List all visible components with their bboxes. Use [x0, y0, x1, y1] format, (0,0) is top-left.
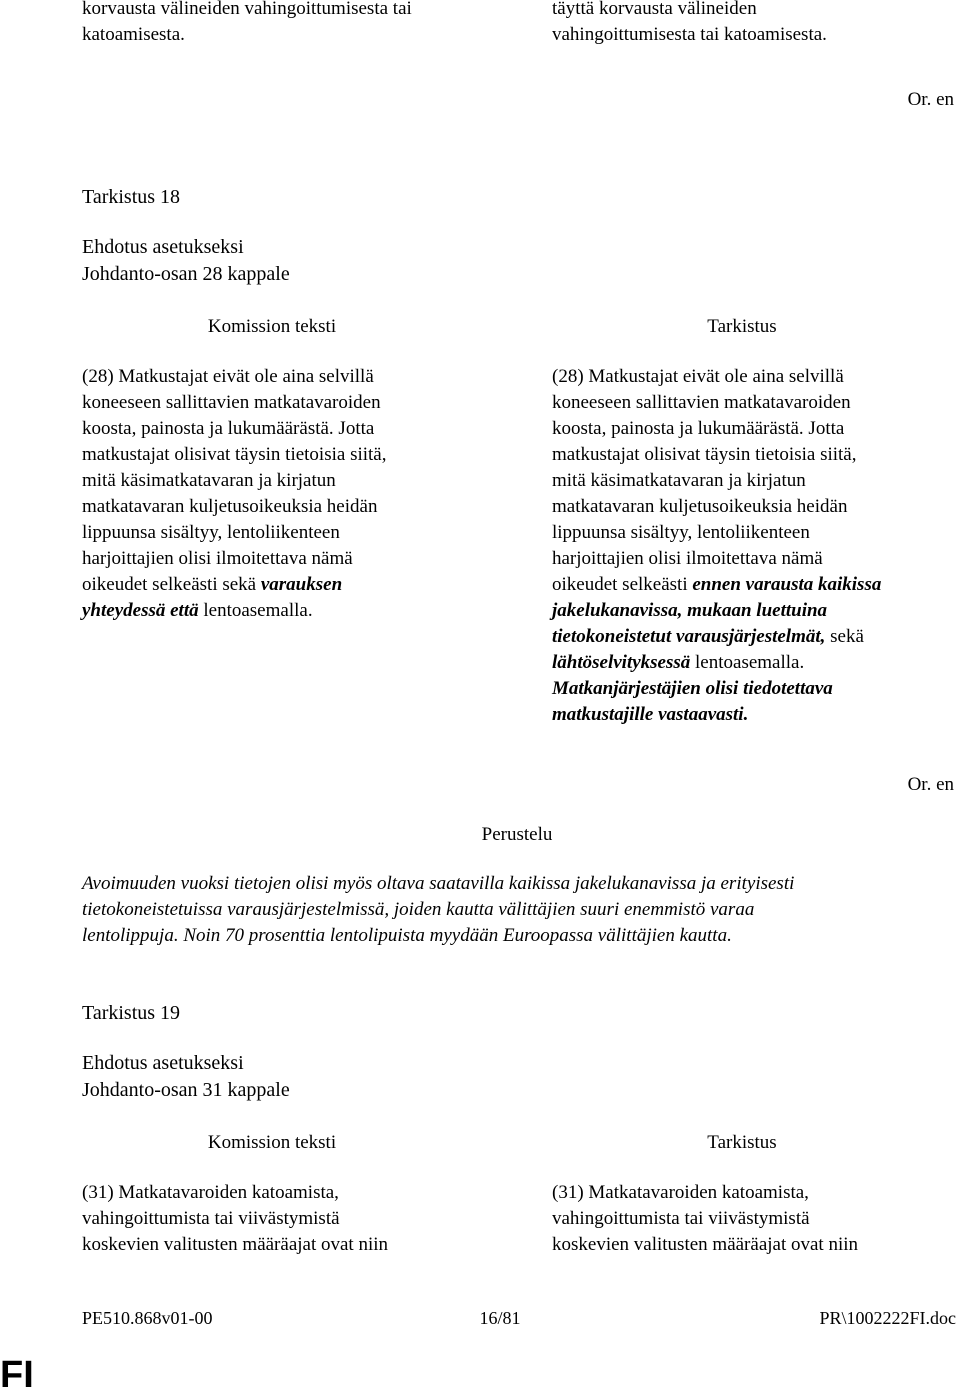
text-line: korvausta välineiden vahingoittumisesta tai	[82, 0, 412, 19]
inserted-text: matkustajille vastaavasti.	[552, 704, 749, 725]
text-line	[552, 650, 932, 676]
text-line	[82, 572, 462, 598]
recital-label: Johdanto-osan 28 kappale	[82, 263, 290, 285]
recital-label: Johdanto-osan 31 kappale	[82, 1079, 290, 1101]
language-mark: FI	[0, 1354, 34, 1396]
inserted-text: ennen varausta kaikissa	[692, 574, 882, 595]
text-line: lippuunsa sisältyy, lentoliikenteen	[552, 522, 810, 543]
text-line: matkustajat olisivat täysin tietoisia siitä,	[82, 444, 387, 465]
text-line: matkatavaran kuljetusoikeuksia heidän	[552, 496, 848, 517]
text-span: oikeudet selkeästi	[552, 574, 693, 595]
top-right-text	[552, 0, 932, 48]
text-span: lentoasemalla.	[690, 652, 805, 673]
text-line	[82, 598, 462, 624]
amendment-header: Tarkistus	[707, 316, 777, 337]
commission-text-header: Komission teksti	[207, 316, 337, 337]
text-line: (31) Matkatavaroiden katoamista,	[82, 1182, 339, 1203]
original-language-label: Or. en	[907, 774, 954, 795]
text-line: vahingoittumista tai viivästymistä	[82, 1208, 340, 1229]
text-line: (28) Matkustajat eivät ole aina selvillä	[552, 366, 844, 387]
footer-page-number: 16/81	[479, 1308, 521, 1328]
text-line: koosta, painosta ja lukumäärästä. Jotta	[82, 418, 375, 439]
text-line: harjoittajien olisi ilmoitettava nämä	[82, 548, 353, 569]
text-line: koneeseen sallittavien matkatavaroiden	[82, 392, 381, 413]
text-line: mitä käsimatkatavaran ja kirjatun	[552, 470, 806, 491]
text-span: sekä	[825, 626, 864, 647]
text-line: mitä käsimatkatavaran ja kirjatun	[82, 470, 336, 491]
text-line: koneeseen sallittavien matkatavaroiden	[552, 392, 851, 413]
text-line	[552, 624, 932, 650]
footer-file-name: PR\1002222FI.doc	[819, 1308, 956, 1328]
text-line: lippuunsa sisältyy, lentoliikenteen	[82, 522, 340, 543]
commission-text-body	[82, 1180, 462, 1258]
inserted-text: lähtöselvityksessä	[552, 652, 691, 673]
deleted-text: varauksen	[260, 574, 343, 595]
text-line: matkustajat olisivat täysin tietoisia siitä,	[552, 444, 857, 465]
text-line: matkatavaran kuljetusoikeuksia heidän	[82, 496, 378, 517]
text-line: (28) Matkustajat eivät ole aina selvillä	[82, 366, 374, 387]
commission-text-header: Komission teksti	[207, 1132, 337, 1153]
text-line: koskevien valitusten määräajat ovat niin	[82, 1234, 389, 1255]
text-line: koosta, painosta ja lukumäärästä. Jotta	[552, 418, 845, 439]
amendment-text-body	[552, 364, 932, 728]
commission-text-body	[82, 364, 462, 624]
text-line: vahingoittumista tai viivästymistä	[552, 1208, 810, 1229]
top-left-text	[82, 0, 462, 48]
inserted-text: jakelukanavissa, mukaan luettuina	[552, 600, 828, 621]
text-span: oikeudet selkeästi sekä	[82, 574, 261, 595]
text-line: koskevien valitusten määräajat ovat niin	[552, 1234, 859, 1255]
amendment-title: Tarkistus 19	[82, 1002, 181, 1024]
inserted-text: tietokoneistetut varausjärjestelmät,	[552, 626, 826, 647]
amendment-text-body	[552, 1180, 932, 1258]
justification-text	[82, 871, 952, 949]
text-line: täyttä korvausta välineiden	[552, 0, 757, 19]
footer-doc-ref: PE510.868v01-00	[82, 1308, 213, 1328]
inserted-text: Matkanjärjestäjien olisi tiedotettava	[552, 678, 833, 699]
proposal-label: Ehdotus asetukseksi	[82, 236, 244, 258]
proposal-label: Ehdotus asetukseksi	[82, 1052, 244, 1074]
text-line: vahingoittumisesta tai katoamisesta.	[552, 24, 827, 45]
amendment-header: Tarkistus	[707, 1132, 777, 1153]
text-line: tietokoneistetuissa varausjärjestelmissä, joiden kautta välittäjien suuri enemmistö varaa	[82, 899, 755, 920]
amendment-title: Tarkistus 18	[82, 186, 181, 208]
text-line: harjoittajien olisi ilmoitettava nämä	[552, 548, 823, 569]
justification-header: Perustelu	[481, 824, 553, 845]
original-language-label: Or. en	[907, 89, 954, 110]
text-line: Avoimuuden vuoksi tietojen olisi myös oltava saatavilla kaikissa jakelukanavissa ja erityisesti	[82, 873, 795, 894]
text-line: katoamisesta.	[82, 24, 185, 45]
text-line	[552, 572, 932, 598]
text-span: lentoasemalla.	[198, 600, 313, 621]
text-line: lentolippuja. Noin 70 prosenttia lentolipuista myydään Euroopassa välittäjien kautta.	[82, 925, 732, 946]
text-line: (31) Matkatavaroiden katoamista,	[552, 1182, 809, 1203]
deleted-text: yhteydessä että	[82, 600, 199, 621]
